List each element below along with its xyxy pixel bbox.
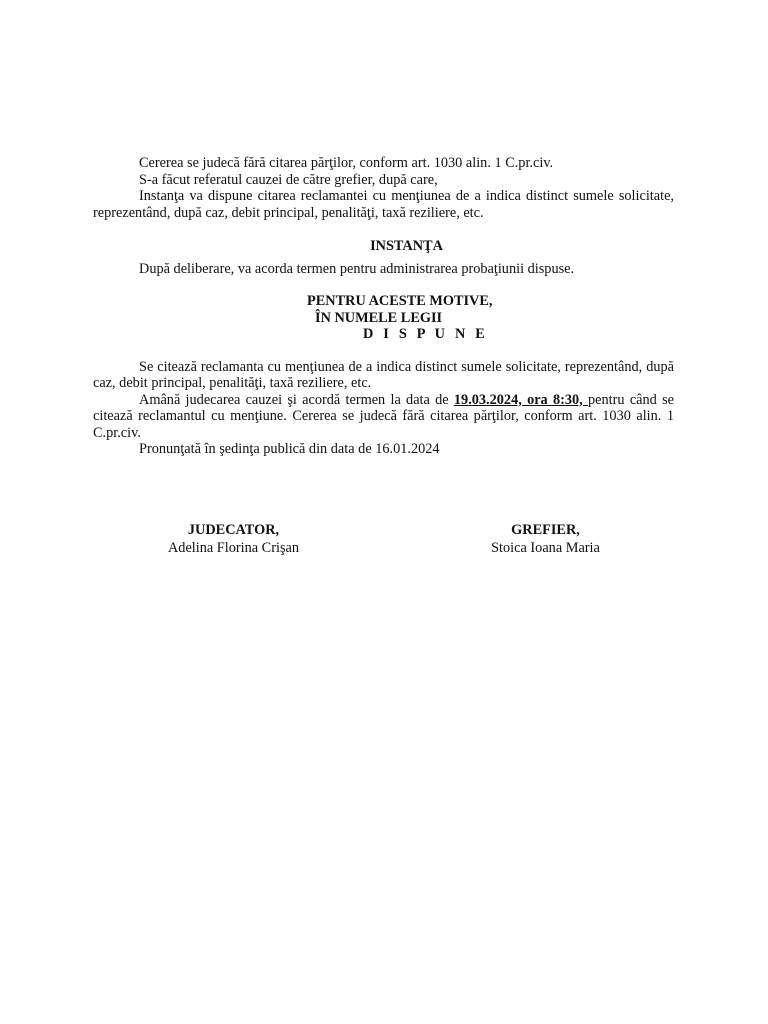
adjournment-text-before: Amână judecarea cauzei şi acordă termen la data de [139, 391, 454, 408]
judge-signature [141, 521, 326, 557]
adjournment-text-after: pentru când se citează reclamantul cu menţiune. Cererea se judecă fără citarea părţilor, conform art. 1030 alin. 1 C.pr.civ. [93, 391, 674, 441]
document-body [93, 155, 674, 458]
clerk-title: GREFIER, [511, 522, 580, 538]
signatures-block [93, 521, 674, 561]
paragraph-judgment-without-summons: Cererea se judecă fără citarea părţilor, conform art. 1030 alin. 1 C.pr.civ. [139, 155, 554, 171]
clerk-signature [453, 521, 638, 557]
judge-title: JUDECATOR, [187, 522, 280, 538]
heading-in-numele-legii: ÎN NUMELE LEGII [315, 309, 443, 326]
paragraph-court-order-summons: Instanţa va dispune citarea reclamantei cu menţiunea de a indica distinct sumele solicitate, reprezentând, după caz, debit principal, penalităţi, taxă reziliere, etc. [93, 188, 674, 221]
heading-dispune: D I S P U N E [363, 326, 489, 342]
paragraph-pronouncement: Pronunţată în şedinţa publică din data de 16.01.2024 [139, 441, 440, 457]
motive-heading-block [93, 293, 674, 343]
judge-name: Adelina Florina Crişan [167, 540, 300, 556]
heading-instanta: INSTANŢA [370, 238, 443, 254]
heading-motive: PENTRU ACESTE MOTIVE, [307, 293, 493, 309]
clerk-name: Stoica Ioana Maria [491, 540, 600, 556]
paragraph-summon-claimant: Se citează reclamanta cu menţiunea de a indica distinct sumele solicitate, reprezentând, după caz, debit principal, penalităţi, taxă reziliere, etc. [93, 358, 674, 391]
paragraph-deliberation: După deliberare, va acorda termen pentru administrarea probaţiunii dispuse. [139, 260, 575, 277]
paragraph-adjournment [93, 392, 674, 442]
paragraph-case-report: S-a făcut referatul cauzei de către grefier, după care, [139, 171, 438, 188]
hearing-date: 19.03.2024, ora 8:30, [453, 391, 589, 408]
